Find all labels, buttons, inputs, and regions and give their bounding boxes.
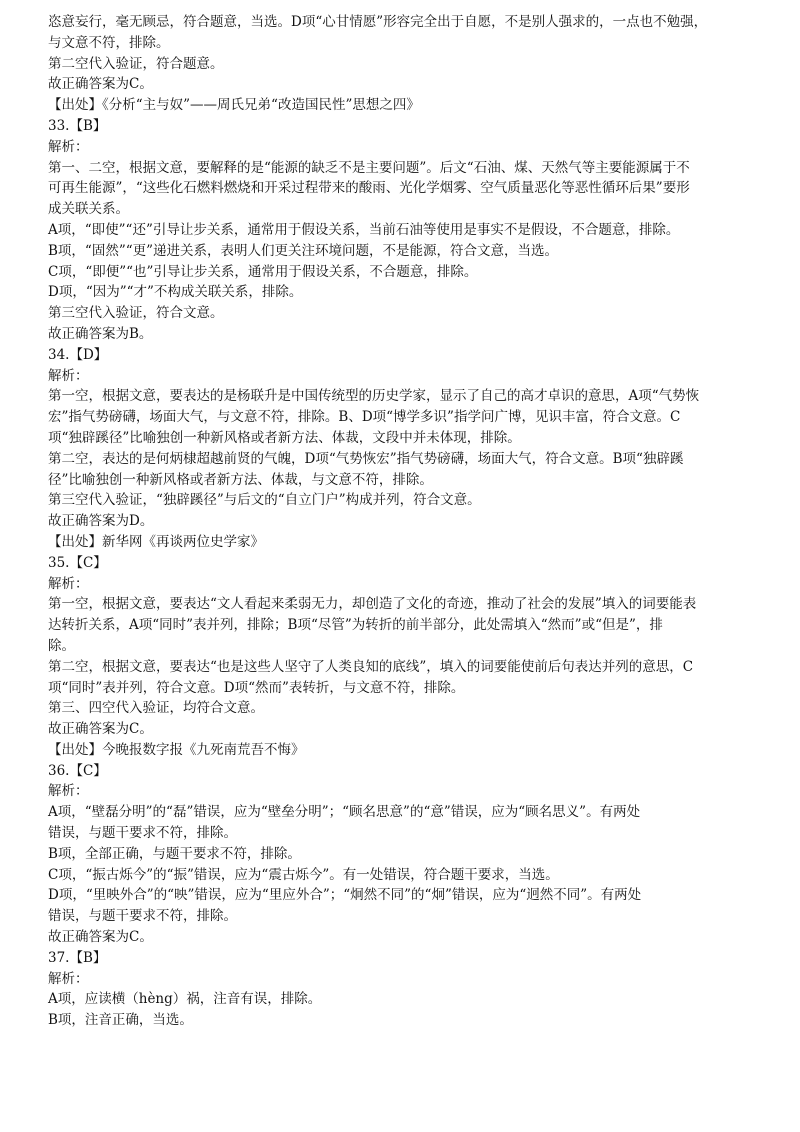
- analysis-label: 解析：: [48, 138, 89, 155]
- question-answer-heading: 34.【D】: [48, 346, 108, 363]
- text-line: 第二空代入验证，符合题意。: [48, 55, 224, 72]
- analysis-label: 解析：: [48, 367, 89, 384]
- text-line: 成关联关系。: [48, 201, 129, 218]
- source-citation: 【出处】今晚报数字报《九死南荒吾不悔》: [48, 741, 305, 758]
- option-analysis: A项，“壁磊分明”的“磊”错误，应为“壁垒分明”；“顾名思意”的“意”错误，应为“顾名思义”。有两处: [48, 804, 641, 821]
- option-analysis: D项，“里映外合”的“映”错误，应为“里应外合”；“炯然不同”的“炯”错误，应为“迥然不同”。有两处: [48, 887, 642, 904]
- text-line: 故正确答案为D。: [48, 513, 154, 530]
- analysis-label: 解析：: [48, 575, 89, 592]
- source-citation: 【出处】新华网《再谈两位史学家》: [48, 533, 264, 550]
- option-analysis: C项，“振古烁今”的“振”错误，应为“震古烁今”。有一处错误，符合题干要求，当选。: [48, 866, 559, 883]
- option-analysis: A项，“即使”“还”引导让步关系，通常用于假设关系，当前石油等使用是事实不是假设，不合题意，排除。: [48, 221, 680, 238]
- analysis-label: 解析：: [48, 970, 89, 987]
- text-line: 错误，与题干要求不符，排除。: [48, 908, 237, 925]
- option-analysis: B项，“固然”“更”递进关系，表明人们更关注环境问题，不是能源，符合文意，当选。: [48, 242, 559, 259]
- text-line: 达转折关系，A项“同时”表并列，排除；B项“尽管”为转折的前半部分，此处需填入“然而”或“但是”，排: [48, 617, 663, 634]
- analysis-label: 解析：: [48, 783, 89, 800]
- question-answer-heading: 35.【C】: [48, 554, 107, 571]
- text-line: 第三、四空代入验证，均符合文意。: [48, 700, 264, 717]
- text-line: 第一空，根据文意，要表达“文人看起来柔弱无力，却创造了文化的奇迹，推动了社会的发展”填入的词要能表: [48, 596, 697, 613]
- text-line: 第三空代入验证，符合文意。: [48, 305, 224, 322]
- text-line: 故正确答案为C。: [48, 721, 153, 738]
- text-line: 第三空代入验证，“独辟蹊径”与后文的“自立门户”构成并列，符合文意。: [48, 492, 481, 509]
- text-line: 故正确答案为B。: [48, 325, 153, 342]
- text-line: 第一空，根据文意，要表达的是杨联升是中国传统型的历史学家，显示了自己的高才卓识的意思，A项“气势恢: [48, 388, 700, 405]
- option-analysis: A项，应读横（hèng）祸，注音有误，排除。: [48, 991, 322, 1008]
- text-line: 恣意妄行，毫无顾忌，符合题意，当选。D项“心甘情愿”形容完全出于自愿，不是别人强求的，一点也不勉强，: [48, 14, 708, 30]
- text-line: 第二空，根据文意，要表达“也是这些人坚守了人类良知的底线”，填入的词要能使前后句表达并列的意思，C: [48, 658, 694, 675]
- question-answer-heading: 37.【B】: [48, 949, 107, 966]
- option-analysis: D项，“因为”“才”不构成关联关系，排除。: [48, 284, 303, 301]
- text-line: 径”比喻独创一种新风格或者新方法、体裁，与文意不符，排除。: [48, 471, 433, 488]
- question-answer-heading: 33.【B】: [48, 117, 107, 134]
- text-line: 项“同时”表并列，符合文意。D项“然而”表转折，与文意不符，排除。: [48, 679, 465, 696]
- text-line: 故正确答案为C。: [48, 929, 153, 946]
- option-analysis: B项，注音正确，当选。: [48, 1012, 193, 1029]
- text-line: 项“独辟蹊径”比喻独创一种新风格或者新方法、体裁，文段中并未体现，排除。: [48, 429, 521, 446]
- option-analysis: C项，“即便”“也”引导让步关系，通常用于假设关系，不合题意，排除。: [48, 263, 478, 280]
- text-line: 第一、二空，根据文意，要解释的是“能源的缺乏不是主要问题”。后文“石油、煤、天然气等主要能源属于不: [48, 159, 690, 176]
- text-line: 与文意不符，排除。: [48, 34, 170, 51]
- text-line: 错误，与题干要求不符，排除。: [48, 825, 237, 842]
- option-analysis: B项，全部正确，与题干要求不符，排除。: [48, 845, 301, 862]
- text-line: 故正确答案为C。: [48, 76, 153, 93]
- text-line: 除。: [48, 637, 75, 654]
- text-line: 可再生能源”，“这些化石燃料燃烧和开采过程带来的酸雨、光化学烟雾、空气质量恶化等恶性循环后果”要形: [48, 180, 690, 197]
- text-line: 第二空，表达的是何炳棣超越前贤的气魄，D项“气势恢宏”指气势磅礴，场面大气，符合文意。B项“独辟蹊: [48, 450, 684, 467]
- answer-explanation-page: [48, 12, 758, 1031]
- source-citation: 【出处】《分析“主与奴”——周氏兄弟“改造国民性”思想之四》: [48, 97, 420, 114]
- question-answer-heading: 36.【C】: [48, 762, 107, 779]
- text-line: 宏”指气势磅礴，场面大气，与文意不符，排除。B、D项“博学多识”指学问广博，见识丰富，符合文意。C: [48, 409, 681, 426]
